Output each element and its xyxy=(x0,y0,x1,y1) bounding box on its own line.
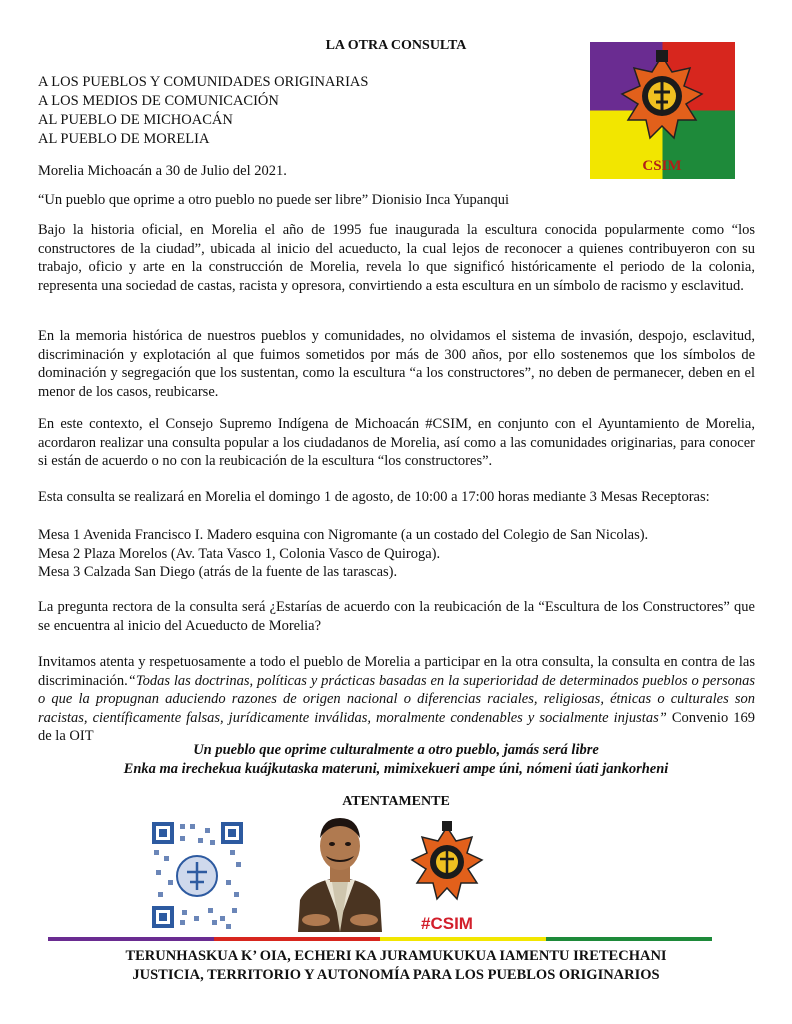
oit-quote: “Todas las doctrinas, políticas y prácticas basadas en la superioridad de determinados pueblos o personas o que la propugnan aduciendo razones de origen nacional o diferencias raciales, religiosas, étnicas o culturales son racistas, científicamente falsas, jurídicamente inválidas, moralmente condenables y socialmente injustas” xyxy=(38,672,755,726)
recipient-list xyxy=(38,73,368,149)
paragraph-4: Esta consulta se realizará en Morelia el domingo 1 de agosto, de 10:00 a 17:00 horas mediante 3 Mesas Receptoras: xyxy=(38,489,710,505)
paragraph-3: En este contexto, el Consejo Supremo Indígena de Michoacán #CSIM, en conjunto con el Ayuntamiento de Morelia, acordaron realizar una consulta popular a los ciudadanos de Morelia, así como a las comunidades originarias, para conocer si están de acuerdo o no con la reubicación de la escultura “los constructores”. xyxy=(38,416,755,469)
csim-logo xyxy=(590,42,735,179)
qr-code xyxy=(150,820,245,930)
paragraph-1: Bajo la historia oficial, en Morelia el año de 1995 fue inaugurada la escultura conocida popularmente como “los constructores de la ciudad”, ubicada al inicio del acueducto, la cual lejos de reconocer a quienes contribuyeron con su trabajo, oficio y arte en la construcción de Morelia, revela lo que significó históricamente el periodo de la colonia, representa una sociedad de castas, racista y opresora, convirtiendo a esta escultura en un símbolo de racismo y esclavitud. xyxy=(38,222,755,294)
mesa-item: Mesa 1 Avenida Francisco I. Madero esquina con Nigromante (a un costado del Colegio de San Nicolas). xyxy=(38,527,649,543)
hashtag-logo-text: #CSIM xyxy=(421,914,473,933)
color-stripe xyxy=(48,937,712,941)
footer-line: TERUNHASKUA K’ OIA, ECHERI KA JURAMUKUKUA IAMENTU IRETECHANI xyxy=(125,948,667,964)
logo-text: CSIM xyxy=(642,158,682,174)
paragraph-6 xyxy=(38,653,755,746)
footer-line: JUSTICIA, TERRITORIO Y AUTONOMÍA PARA LOS PUEBLOS ORIGINARIOS xyxy=(132,967,660,983)
paragraph-5: La pregunta rectora de la consulta será ¿Estarías de acuerdo con la reubicación de la “Escultura de los Constructores” que se encuentra al inicio del Acueducto de Morelia? xyxy=(38,599,755,634)
recipient-line: A LOS PUEBLOS Y COMUNIDADES ORIGINARIAS xyxy=(38,74,369,90)
recipient-line: A LOS MEDIOS DE COMUNICACIÓN xyxy=(38,93,279,109)
epigraph: “Un pueblo que oprime a otro pueblo no puede ser libre” Dionisio Inca Yupanqui xyxy=(38,192,509,208)
date-line: Morelia Michoacán a 30 de Julio del 2021. xyxy=(38,163,287,179)
csim-emblem xyxy=(410,815,485,933)
closing-line: Un pueblo que oprime culturalmente a otro pueblo, jamás será libre xyxy=(193,742,599,758)
recipient-line: AL PUEBLO DE MICHOACÁN xyxy=(38,112,233,128)
portrait-illustration xyxy=(290,810,390,932)
closing-lines xyxy=(0,741,792,779)
recipient-line: AL PUEBLO DE MORELIA xyxy=(38,131,210,147)
footer-slogan xyxy=(0,947,792,985)
paragraph-2: En la memoria histórica de nuestros pueblos y comunidades, no olvidamos el sistema de invasión, despojo, esclavitud, discriminación y explotación al que fuimos sometidos por más de 300 años, por ello sostenemos que los símbolos de dominación y segregación que los sustentan, como la escultura “a los constructores”, no deben de permanecer, deben en el menor de los casos, reubicarse. xyxy=(38,328,755,400)
document-title: LA OTRA CONSULTA xyxy=(325,38,467,53)
mesas-list xyxy=(38,526,648,582)
mesa-item: Mesa 2 Plaza Morelos (Av. Tata Vasco 1, Colonia Vasco de Quiroga). xyxy=(38,545,441,562)
oit-source: Convenio 169 de la OIT xyxy=(38,709,755,744)
closing-line: Enka ma irechekua kuájkutaska materuni, mimixekueri ampe úni, nómeni úati jankorheni xyxy=(123,761,669,777)
signoff: ATENTAMENTE xyxy=(342,794,450,809)
mesa-item: Mesa 3 Calzada San Diego (atrás de la fuente de las tarascas). xyxy=(38,564,398,580)
invitation-text: Invitamos atenta y respetuosamente a todo el pueblo de Morelia a participar en la otra consulta, la consulta en contra de las discriminación. xyxy=(38,654,755,689)
